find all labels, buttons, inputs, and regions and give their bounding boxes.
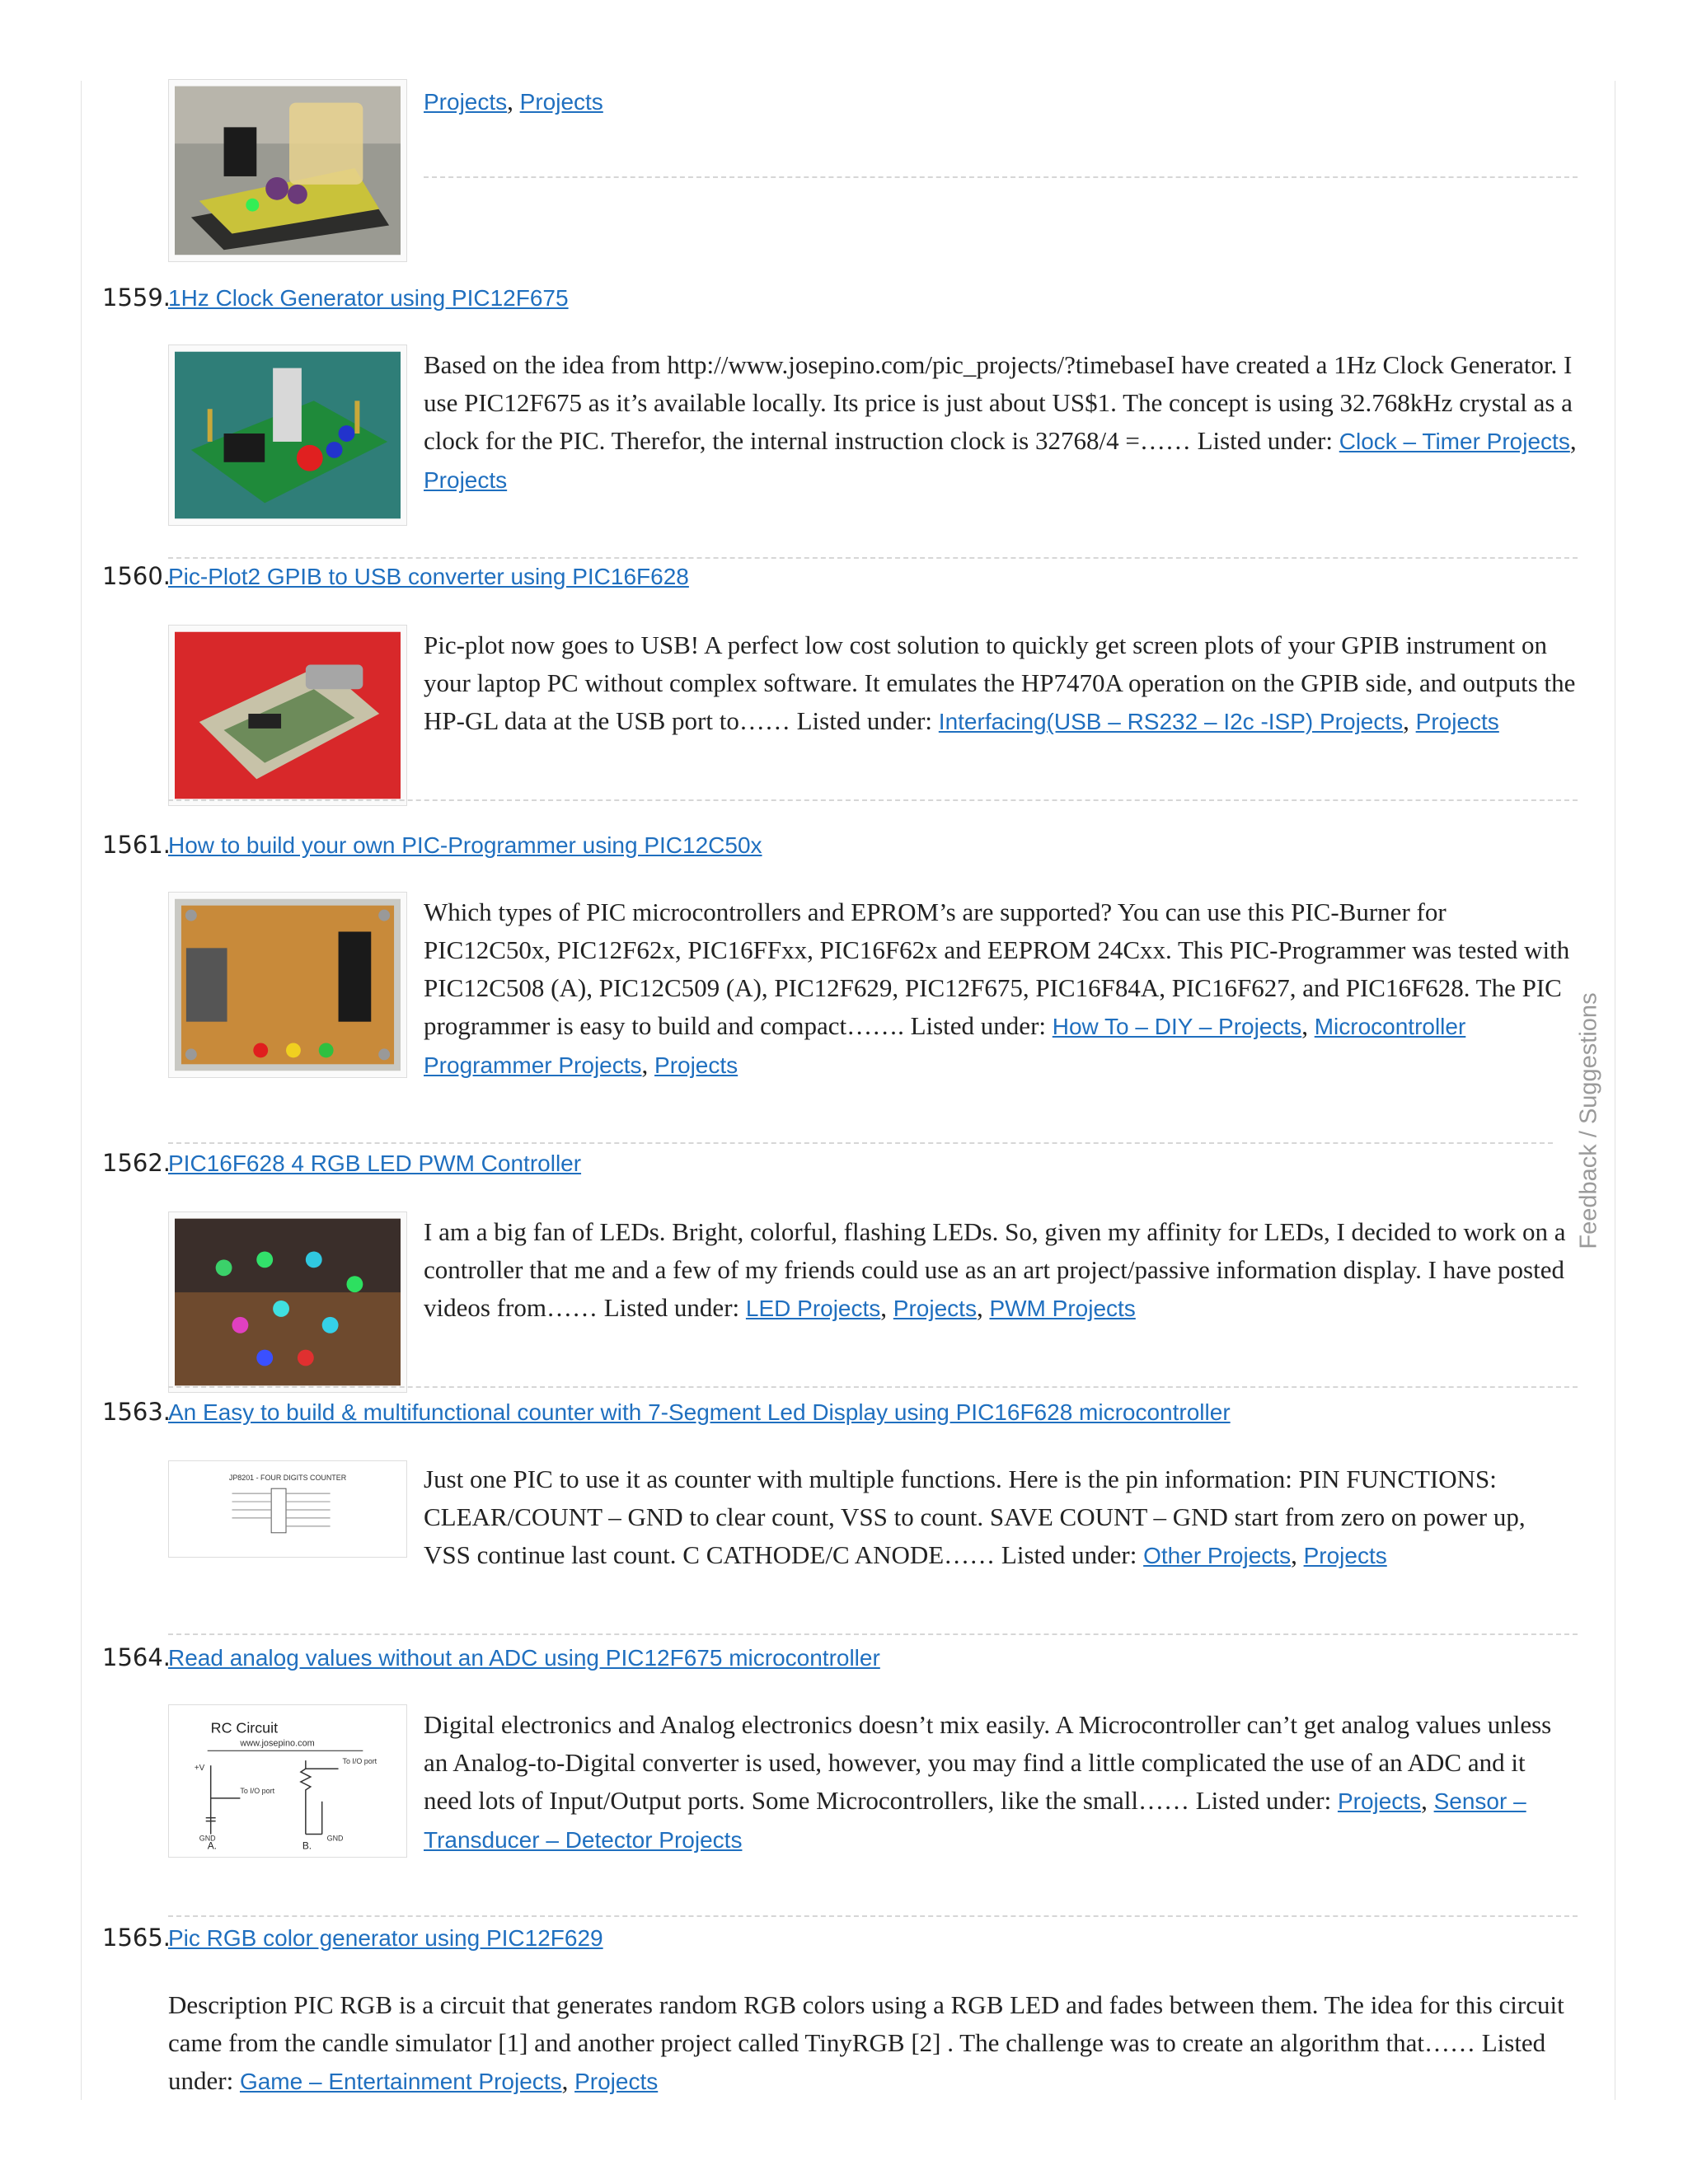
category-link[interactable]: Clock – Timer Projects: [1339, 429, 1570, 454]
clock-pcb-icon: [175, 351, 401, 519]
category-link[interactable]: PWM Projects: [989, 1296, 1136, 1321]
project-thumbnail-counter[interactable]: [168, 1460, 407, 1558]
entry-number: 1564.: [102, 1643, 171, 1671]
category-link[interactable]: Projects: [424, 89, 508, 115]
category-link[interactable]: Projects: [424, 467, 508, 493]
rc-circuit-icon: [175, 1711, 401, 1851]
entry-title-link[interactable]: Pic RGB color generator using PIC12F629: [168, 1925, 603, 1951]
entry-number: 1561.: [102, 831, 171, 859]
divider: [168, 799, 1578, 801]
programmer-board-icon: [175, 898, 401, 1071]
description-text: Just one PIC to use it as counter with multiple functions. Here is the pin information: PIN FUNCTIONS: CLEAR/COUNT – GND to clear count, VSS to count. SAVE COUNT – GND start from zero on power up, VSS continue last count. C CATHODE/C ANODE…… Listed under:: [424, 1465, 1526, 1569]
entry-1562-description: I am a big fan of LEDs. Bright, colorful, flashing LEDs. So, given my affinity for LEDs, I decided to work on a controller that me and a few of my friends could use as an art project/passive information display. I have posted videos from…… Listed under: LED Projects, Projects, PWM Projects: [424, 1217, 1566, 1322]
entry-title-link[interactable]: 1Hz Clock Generator using PIC12F675: [168, 285, 569, 311]
category-link[interactable]: Projects: [893, 1296, 977, 1321]
entry-0-categories: Projects, Projects: [424, 87, 603, 115]
category-link[interactable]: LED Projects: [745, 1296, 881, 1321]
project-thumbnail-relay[interactable]: [168, 79, 407, 262]
divider: [168, 557, 1578, 559]
description-text: I am a big fan of LEDs. Bright, colorful, flashing LEDs. So, given my affinity for LEDs, I decided to work on a controller that me and a few of my friends could use as an art project/passive information display. I have posted videos from…… Listed under:: [424, 1217, 1566, 1322]
thumbnail-label: To I/O port: [240, 1786, 275, 1795]
thumbnail-label: To I/O port: [342, 1757, 377, 1766]
category-link[interactable]: Projects: [574, 2069, 659, 2094]
entry-number: 1559.: [102, 284, 171, 312]
description-text: Digital electronics and Analog electronics doesn’t mix easily. A Microcontroller can’t get analog values unless an Analog-to-Digital converter is used, however, you may find a little complicated the use of an ADC and it need lots of Input/Output ports. Some Microcontrollers, like the small…… Listed under:: [424, 1710, 1552, 1815]
entry-number: 1563.: [102, 1398, 171, 1426]
category-link[interactable]: Game – Entertainment Projects: [239, 2069, 562, 2094]
entry-number: 1560.: [102, 562, 171, 590]
entry-1565-description: Description PIC RGB is a circuit that generates random RGB colors using a RGB LED and fades between them. The idea for this circuit came from the candle simulator [1] and another project called TinyRGB [2] . The challenge was to create an algorithm that…… Listed under: Game – Entertainment Projects, Projects: [168, 1990, 1564, 2095]
project-thumbnail-gpib[interactable]: [168, 625, 407, 806]
divider: [168, 1142, 1553, 1144]
gpib-board-icon: [175, 631, 401, 799]
entry-1561-description: Which types of PIC microcontrollers and EPROM’s are supported? You can use this PIC-Burner for PIC12C50x, PIC12F62x, PIC16FFxx, PIC16F62x and EEPROM 24Cxx. This PIC-Programmer was tested with PIC12C508 (A), PIC12C509 (A), PIC12F629, PIC12F675, PIC16F84A, PIC16F627, and PIC16F628. The PIC programmer is easy to build and compact……. Listed under: How To – DIY – Projects, Microcontroller Programmer Projects, Projects: [424, 898, 1570, 1079]
entry-1563-description: Just one PIC to use it as counter with multiple functions. Here is the pin information: PIN FUNCTIONS: CLEAR/COUNT – GND to clear count, VSS to count. SAVE COUNT – GND start from zero on power up, VSS continue last count. C CATHODE/C ANODE…… Listed under: Other Projects, Projects: [424, 1465, 1526, 1569]
relay-board-icon: [175, 86, 401, 255]
thumbnail-site: www.josepino.com: [240, 1738, 315, 1749]
entry-1559-description: Based on the idea from http://www.josepino.com/pic_projects/?timebaseI have created a 1Hz Clock Generator. I use PIC12F675 as it’s available locally. Its price is just about US$1. The concept is using 32.768kHz crystal as a clock for the PIC. Therefor, the internal instruction clock is 32768/4 =…… Listed under: Clock – Timer Projects, Projects: [424, 350, 1577, 493]
divider: [424, 176, 1578, 178]
entry-title-link[interactable]: An Easy to build & multifunctional counter with 7-Segment Led Display using PIC16F628 microcontroller: [168, 1399, 1231, 1425]
thumbnail-heading: RC Circuit: [210, 1719, 279, 1736]
counter-schematic-icon: [175, 1467, 401, 1551]
description-text: Description PIC RGB is a circuit that generates random RGB colors using a RGB LED and fades between them. The idea for this circuit came from the candle simulator [1] and another project called TinyRGB [2] . The challenge was to create an algorithm that…… Listed under:: [168, 1990, 1564, 2095]
divider: [168, 1386, 1578, 1388]
entry-1564-description: Digital electronics and Analog electronics doesn’t mix easily. A Microcontroller can’t get analog values unless an Analog-to-Digital converter is used, however, you may find a little complicated the use of an ADC and it need lots of Input/Output ports. Some Microcontrollers, like the small…… Listed under: Projects, Sensor – Transducer – Detector Projects: [424, 1710, 1552, 1853]
thumbnail-label: A.: [207, 1840, 217, 1851]
description-text: Based on the idea from http://www.josepino.com/pic_projects/?timebaseI have created a 1Hz Clock Generator. I use PIC12F675 as it’s available locally. Its price is just about US$1. The concept is using 32.768kHz crystal as a clock for the PIC. Therefor, the internal instruction clock is 32768/4 =…… Listed under:: [424, 350, 1573, 455]
entry-number: 1565.: [102, 1924, 171, 1952]
entry-number: 1562.: [102, 1149, 171, 1177]
thumbnail-label: GND: [326, 1834, 344, 1843]
category-link[interactable]: Interfacing(USB – RS232 – I2c -ISP) Projects: [938, 709, 1404, 734]
category-link[interactable]: Microcontroller Programmer Projects: [424, 1014, 1466, 1078]
project-thumbnail-programmer[interactable]: [168, 892, 407, 1078]
thumbnail-caption: JP8201 - FOUR DIGITS COUNTER: [228, 1474, 347, 1483]
entry-title-link[interactable]: PIC16F628 4 RGB LED PWM Controller: [168, 1151, 582, 1176]
description-text: Pic-plot now goes to USB! A perfect low cost solution to quickly get screen plots of your GPIB instrument on your laptop PC without complex software. It emulates the HP7470A operation on the GPIB side, and outputs the HP-GL data at the USB port to…… Listed under:: [424, 630, 1576, 735]
category-link[interactable]: How To – DIY – Projects: [1052, 1014, 1302, 1039]
feedback-tab[interactable]: [1566, 981, 1612, 1261]
rgb-leds-icon: [175, 1218, 401, 1386]
category-link[interactable]: Projects: [1303, 1543, 1387, 1568]
category-link[interactable]: Projects: [1415, 709, 1499, 734]
entry-title-link[interactable]: Pic-Plot2 GPIB to USB converter using PIC16F628: [168, 564, 689, 589]
description-text: Which types of PIC microcontrollers and EPROM’s are supported? You can use this PIC-Burner for PIC12C50x, PIC12F62x, PIC16FFxx, PIC16F62x and EEPROM 24Cxx. This PIC-Programmer was tested with PIC12C508 (A), PIC12C509 (A), PIC12F629, PIC12F675, PIC16F84A, PIC16F627, and PIC16F628. The PIC programmer is easy to build and compact……. Listed under:: [424, 898, 1570, 1040]
project-thumbnail-rgb-leds[interactable]: [168, 1212, 407, 1393]
category-link[interactable]: Projects: [519, 89, 603, 115]
thumbnail-label: +V: [194, 1764, 205, 1774]
category-link[interactable]: Sensor – Transducer – Detector Projects: [424, 1788, 1526, 1853]
project-thumbnail-rc-circuit[interactable]: [168, 1704, 407, 1858]
project-thumbnail-clock[interactable]: [168, 344, 407, 526]
entry-title-link[interactable]: Read analog values without an ADC using PIC12F675 microcontroller: [168, 1645, 880, 1671]
entry-1560-description: Pic-plot now goes to USB! A perfect low cost solution to quickly get screen plots of your GPIB instrument on your laptop PC without complex software. It emulates the HP7470A operation on the GPIB side, and outputs the HP-GL data at the USB port to…… Listed under: Interfacing(USB – RS232 – I2c -ISP) Projects, Projects: [424, 630, 1576, 735]
thumbnail-label: GND: [199, 1834, 216, 1843]
category-link[interactable]: Projects: [654, 1052, 738, 1078]
entry-title-link[interactable]: How to build your own PIC-Programmer using PIC12C50x: [168, 832, 762, 858]
feedback-label: Feedback / Suggestions: [1575, 992, 1602, 1249]
thumbnail-label: B.: [302, 1840, 312, 1851]
category-link[interactable]: Other Projects: [1143, 1543, 1292, 1568]
divider: [168, 1633, 1578, 1635]
divider: [168, 1915, 1578, 1917]
category-link[interactable]: Projects: [1337, 1788, 1422, 1814]
